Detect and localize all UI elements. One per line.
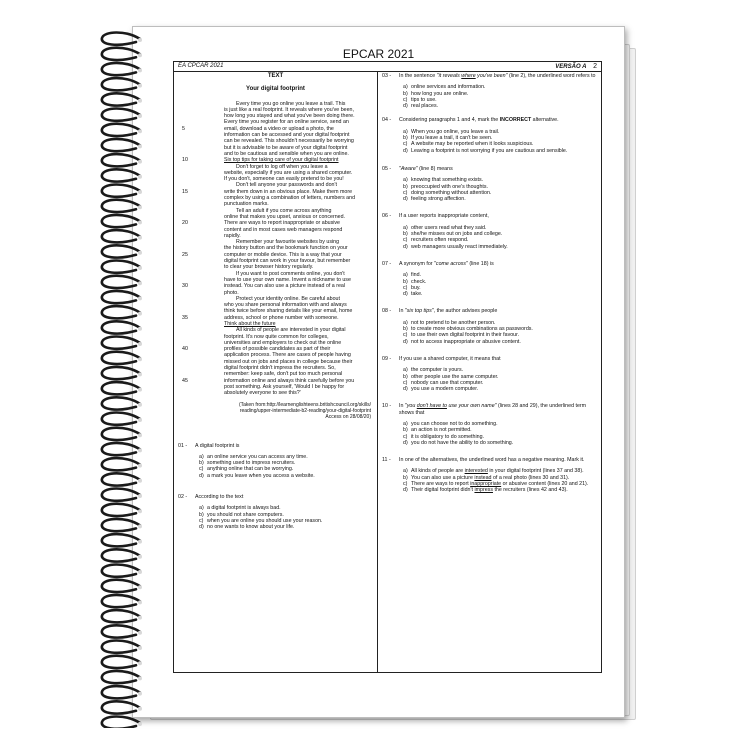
option-a[interactable]: a) an online service you can access any time. (199, 453, 308, 460)
option-c[interactable]: c) buy. (403, 284, 421, 291)
punch-hole (138, 175, 142, 179)
coil-loop (102, 78, 140, 90)
punch-hole (138, 84, 142, 88)
option-b[interactable]: b) to create more obvious combinations as passwords. (403, 326, 533, 333)
coil-loop (102, 367, 140, 379)
line-text: Every time you go online you leave a trail. This (236, 100, 346, 107)
option-d[interactable]: d) a mark you leave when you access a website. (199, 472, 315, 479)
question-stem: A digital footprint is (195, 442, 240, 449)
option-c[interactable]: c) A website may be reported when it looks suspicious. (403, 141, 534, 148)
line-number: 20 (182, 220, 188, 227)
option-b[interactable]: b) an action is not permitted. (403, 427, 472, 434)
line-text: instead. You can also use a picture instead of a real (224, 283, 346, 290)
question-number: 01 - (178, 442, 188, 449)
options (382, 468, 597, 493)
punch-hole (138, 388, 142, 392)
line-text: Don't forget to log off when you leave a (236, 163, 328, 170)
options (178, 454, 373, 479)
option-d[interactable]: d) real places. (403, 103, 439, 110)
coil-loop (102, 443, 140, 455)
punch-hole (138, 570, 142, 574)
option-d[interactable]: d) no one wants to know about your life. (199, 524, 295, 531)
line-text: universities and employers to check out the online (224, 339, 342, 346)
coil-loop (102, 245, 140, 257)
option-c[interactable]: c) There are ways to report inappropriate or abusive content (lines 20 and 21). (403, 481, 589, 488)
doc-title: EPCAR 2021 (342, 47, 415, 61)
coil-loop (102, 717, 140, 729)
reading-text (174, 101, 377, 397)
option-d[interactable]: d) not to access inappropriate or abusive content. (403, 338, 521, 345)
line-text: If you don't, someone can easily pretend to be you! (224, 176, 344, 183)
line-text: but it is advisable to be aware of your digital footprint (224, 144, 348, 151)
coil-loop (102, 641, 140, 653)
question-02 (174, 494, 377, 530)
option-c[interactable]: c) anything online that can be worrying. (199, 466, 294, 473)
line-text: footprint. It's now quite common for colleges, (224, 333, 329, 340)
punch-hole (138, 220, 142, 224)
punch-hole (138, 129, 142, 133)
line-text: and to be cautious and sensible when you are online. (224, 150, 349, 157)
punch-hole (138, 190, 142, 194)
punch-hole (138, 281, 142, 285)
punch-hole (138, 114, 142, 118)
coil-loop (102, 458, 140, 470)
coil-loop (102, 519, 140, 531)
coil-loop (102, 580, 140, 592)
option-b[interactable]: b) something used to impress recruiters. (199, 460, 296, 467)
coil-loop (102, 428, 140, 440)
line-text: online that makes you upset, anxious or concerned. (224, 213, 346, 220)
option-c[interactable]: c) when you are online you should use your reason. (199, 517, 323, 524)
question-06: 06 - If a user reports inappropriate content, a) other users read what they said. b) she/he misses out on jobs and college. c) recruiters often respond. d) web managers usually react immediately. (378, 213, 601, 249)
line-text: complex by using a combination of letters, numbers and (224, 195, 356, 202)
text-line (182, 390, 373, 396)
punch-hole (138, 312, 142, 316)
coil-loop (102, 397, 140, 409)
option-b[interactable]: b) check. (403, 278, 427, 285)
punch-hole (138, 251, 142, 255)
question-08: 08 - In "six top tips", the author advises people a) not to pretend to be another person. b) to create more obvious combinations as passwords. c) to use their own digital footprint in their favour. d) not to access inappropriate or abusive content. (378, 308, 601, 344)
punch-hole (138, 479, 142, 483)
coil-loop (102, 610, 140, 622)
options (382, 177, 597, 202)
punch-hole (138, 372, 142, 376)
question-11: 11 - In one of the alternatives, the underlined word has a negative meaning. Mark it. a) All kinds of people are interested in your digital footprint (lines 37 and 38). b) You can also use a picture instead of a real photo (lines 30 and 31). c) There are ways to report inappropriate or abusive content (lines 20 and 21). d) Their digital footprint didn't impress the recruiters (lines 42 and 43). (378, 457, 601, 493)
line-text: who you share personal information with and always (224, 302, 347, 309)
line-text: Six top tips for taking care of your digital footprint (224, 157, 339, 164)
coil-loop (102, 671, 140, 683)
header-left: EA CPCAR 2021 (178, 63, 224, 69)
line-number: 35 (182, 314, 188, 321)
coil-loop (102, 337, 140, 349)
text-title: Your digital footprint (246, 86, 305, 93)
options (382, 129, 597, 154)
exam-page (132, 26, 625, 718)
question-number: 02 - (178, 494, 188, 501)
punch-hole (138, 707, 142, 711)
question-05: 05 - "Aware" (line 8) means a) knowing that something exists. b) preoccupied with one's thoughts. c) doing something without attention. d) feeling strong affection. (378, 166, 601, 202)
punch-hole (138, 448, 142, 452)
source-line: reading/upper-intermediate-b2-reading/your-digital-footprint (239, 407, 371, 414)
punch-hole (138, 342, 142, 346)
coil-loop (102, 413, 140, 425)
option-c[interactable]: c) to use their own digital footprint in their favour. (403, 332, 520, 339)
question-number: 07 - (382, 260, 392, 267)
coil-loop (102, 33, 140, 45)
coil-loop (102, 154, 140, 166)
coil-loop (102, 595, 140, 607)
coil-loop (102, 93, 140, 105)
coil-loop (102, 382, 140, 394)
option-a[interactable]: a) online services and information. (403, 84, 486, 91)
punch-hole (138, 509, 142, 513)
coil-loop (102, 169, 140, 181)
punch-hole (138, 646, 142, 650)
option-a[interactable]: a) knowing that something exists. (403, 177, 484, 184)
punch-hole (138, 327, 142, 331)
question-number: 10 - (382, 403, 392, 410)
line-text: Every time you register for an online service, send an (224, 119, 349, 126)
left-column (174, 72, 377, 672)
coil-loop (102, 701, 140, 713)
line-number: 5 (182, 125, 185, 132)
punch-hole (138, 38, 142, 42)
coil-loop (102, 291, 140, 303)
line-text: remember: keep safe, don't put too much personal (224, 371, 343, 378)
line-text: the history button and the bookmark function on your (224, 245, 348, 252)
line-text: information can be accessed and your digital footprint (224, 132, 350, 139)
coil-loop (102, 549, 140, 561)
exam-frame (173, 61, 602, 673)
coil-loop (102, 625, 140, 637)
options (382, 320, 597, 345)
coil-loop (102, 321, 140, 333)
coil-loop (102, 534, 140, 546)
coil-loop (102, 230, 140, 242)
punch-hole (138, 205, 142, 209)
punch-hole (138, 555, 142, 559)
option-a[interactable]: a) All kinds of people are interested in your digital footprint (lines 37 and 38). (403, 468, 584, 475)
punch-hole (138, 53, 142, 57)
line-text: computer or mobile device. This is a way that your (224, 251, 342, 258)
line-text: digital footprint can work in your favour, but remember (224, 258, 351, 265)
question-04: 04 - Considering paragraphs 1 and 4, mark the INCORRECT alternative. a) When you go online, you leave a trail. b) If you leave a trail, it can't be seen. c) A website may be reported when it looks suspicious. d) Leaving a footprint is not worrying if you are cautious and sensible. (378, 117, 601, 153)
option-b[interactable]: b) If you leave a trail, it can't be seen. (403, 135, 493, 142)
spiral-binding (96, 28, 148, 728)
punch-hole (138, 616, 142, 620)
page-header (174, 62, 601, 72)
option-a[interactable]: a) not to pretend to be another person. (403, 319, 496, 326)
coil-loop (102, 473, 140, 485)
line-text: application process. There are cases of people having (224, 352, 351, 359)
line-text: think twice before sharing details like your email, home (224, 308, 353, 315)
line-text: punctuation marks. (224, 201, 269, 208)
punch-hole (138, 494, 142, 498)
punch-hole (138, 144, 142, 148)
options (178, 505, 373, 530)
coil-loop (102, 200, 140, 212)
line-text: address, school or phone number with someone. (224, 314, 339, 321)
text-heading: TEXT (267, 73, 284, 79)
coil-loop (102, 109, 140, 121)
option-d[interactable]: d) Leaving a footprint is not worrying if you are cautious and sensible. (403, 147, 568, 154)
line-text: how long you stayed and what you've been doing there. (224, 113, 355, 120)
line-text: post something. Ask yourself, 'Would I be happy for (224, 383, 345, 390)
option-b[interactable]: b) you should not share computers. (199, 511, 284, 518)
option-c[interactable]: c) it is obligatory to do something. (403, 433, 485, 440)
question-number: 05 - (382, 165, 392, 172)
line-text: All kinds of people are interested in your digital (236, 327, 346, 334)
question-number: 06 - (382, 213, 392, 220)
option-b[interactable]: b) You can also use a picture instead of a real photo (lines 30 and 31). (403, 474, 570, 481)
option-b[interactable]: b) preoccupied with one's thoughts. (403, 183, 488, 190)
right-column (378, 72, 601, 672)
punch-hole (138, 160, 142, 164)
line-text: missed out on jobs and places in college because their (224, 358, 353, 365)
question-10: 10 - In "you don't have to use your own name" (lines 28 and 29), the underlined term shows that a) you can choose not to do something. b) an action is not permitted. c) it is obligatory to do something. d) you do not have the ability to do something. (378, 403, 601, 446)
option-d[interactable]: d) you do not have the ability to do something. (403, 439, 514, 446)
coil-loop (102, 504, 140, 516)
header-version: VERSÃO A (555, 64, 587, 70)
punch-hole (138, 676, 142, 680)
options (382, 367, 597, 392)
punch-hole (138, 68, 142, 72)
option-a[interactable]: a) other users read what they said. (403, 224, 487, 231)
line-text: If you want to post comments online, you don't (236, 270, 345, 277)
line-text: digital footprint didn't impress the recruiters. So, (224, 365, 336, 372)
question-number: 03 - (382, 73, 392, 79)
line-text: can be revealed. This shouldn't necessarily be worrying (224, 138, 354, 145)
option-b[interactable]: b) she/he misses out on jobs and college. (403, 231, 503, 238)
line-text: website, especially if you are using a shared computer. (224, 169, 353, 176)
source-line: Access on 28/08/20) (325, 413, 371, 420)
coil-loop (102, 215, 140, 227)
left-questions (174, 443, 377, 531)
line-text: Protect your identity online. Be careful about (236, 295, 340, 302)
line-number: 15 (182, 188, 188, 195)
option-d[interactable]: d) Their digital footprint didn't impress the recruiters (lines 42 and 43). (403, 487, 568, 494)
option-b[interactable]: b) other people use the same computer. (403, 373, 499, 380)
question-number: 08 - (382, 308, 392, 315)
line-text: email, download a video or upload a photo, the (224, 125, 334, 132)
line-text: absolutely everyone to see this?' (224, 390, 301, 397)
option-a[interactable]: a) a digital footprint is always bad. (199, 505, 281, 512)
option-a[interactable]: a) you can choose not to do something. (403, 420, 498, 427)
line-text: There are ways to report inappropriate or abusive (224, 220, 341, 227)
punch-hole (138, 99, 142, 103)
punch-hole (138, 661, 142, 665)
option-d[interactable]: d) take. (403, 291, 423, 298)
question-number: 09 - (382, 355, 392, 362)
line-text: to clear your browser history regularly. (224, 264, 314, 271)
source-line: (Taken from:http://learnenglishteens.britishcouncil.org/skills/ (238, 401, 371, 408)
line-text: have to use your own name. Invent a nickname to use (224, 276, 351, 283)
line-number: 30 (182, 283, 188, 290)
punch-hole (138, 418, 142, 422)
punch-hole (138, 600, 142, 604)
line-text: photo. (224, 289, 239, 296)
punch-hole (138, 357, 142, 361)
option-a[interactable]: a) When you go online, you leave a trail. (403, 128, 500, 135)
option-c[interactable]: c) nobody can use that computer. (403, 379, 484, 386)
coil-loop (102, 489, 140, 501)
line-text: Think about the future (224, 320, 276, 327)
punch-hole (138, 631, 142, 635)
punch-hole (138, 403, 142, 407)
option-d[interactable]: d) feeling strong affection. (403, 196, 466, 203)
option-d[interactable]: d) you use a modern computer. (403, 386, 479, 393)
text-source (174, 402, 377, 420)
question-07: 07 - A synonym for "come across" (line 18) is a) find. b) check. c) buy. d) take. (378, 261, 601, 297)
coil-loop (102, 261, 140, 273)
coil-loop (102, 63, 140, 75)
line-number: 10 (182, 157, 188, 164)
question-number: 11 - (382, 457, 391, 464)
line-number: 45 (182, 377, 188, 384)
coil-loop (102, 185, 140, 197)
punch-hole (138, 433, 142, 437)
line-text: Don't tell anyone your passwords and don't (236, 182, 337, 189)
coil-loop (102, 276, 140, 288)
line-number: 25 (182, 251, 188, 258)
line-text: content and in most cases web managers respond (224, 226, 343, 233)
coil-loop (102, 48, 140, 60)
line-text: information online and always think carefully before you (224, 377, 355, 384)
punch-hole (138, 585, 142, 589)
options (382, 272, 597, 297)
question-03: 03 - In the sentence "it reveals where you've been" (line 2), the underlined word refers to a) online services and information. b) how long you are online. c) tips to use. d) real places. (382, 73, 596, 110)
punch-hole (138, 236, 142, 240)
option-c[interactable]: c) tips to use. (403, 96, 437, 103)
coil-loop (102, 139, 140, 151)
options (382, 84, 597, 109)
line-text: rapidly. (224, 232, 241, 239)
line-text: profiles of possible candidates as part of their (224, 346, 331, 353)
question-stem: According to the text (195, 494, 244, 501)
punch-hole (138, 692, 142, 696)
question-01 (174, 443, 377, 479)
punch-hole (138, 540, 142, 544)
coil-loop (102, 656, 140, 668)
coil-loop (102, 352, 140, 364)
question-09: 09 - If you use a shared computer, it means that a) the computer is yours. b) other people use the same computer. c) nobody can use that computer. d) you use a modern computer. (378, 356, 601, 392)
option-d[interactable]: d) web managers usually react immediately. (403, 243, 508, 250)
punch-hole (138, 464, 142, 468)
line-text: write them down in an obvious place. Make them more (224, 188, 353, 195)
coil-loop (102, 686, 140, 698)
coil-loop (102, 565, 140, 577)
line-text: Remember your favourite websites by using (236, 239, 340, 246)
line-text: Tell an adult if you come across anything (236, 207, 332, 214)
punch-hole (138, 722, 142, 726)
coil-loop (102, 306, 140, 318)
coil-loop (102, 124, 140, 136)
line-number: 40 (182, 346, 188, 353)
option-c[interactable]: c) recruiters often respond. (403, 237, 469, 244)
punch-hole (138, 296, 142, 300)
options (382, 421, 597, 446)
options (382, 225, 597, 250)
punch-hole (138, 524, 142, 528)
option-c[interactable]: c) doing something without attention. (403, 189, 492, 196)
option-a[interactable]: a) find. (403, 272, 422, 279)
question-number: 04 - (382, 117, 392, 124)
option-b[interactable]: b) how long you are online. (403, 90, 469, 97)
punch-hole (138, 266, 142, 270)
header-right (555, 62, 597, 72)
option-a[interactable]: a) the computer is yours. (403, 367, 464, 374)
line-text: is just like a real footprint. It reveals where you've been, (224, 106, 354, 113)
header-page: 2 (593, 63, 597, 70)
